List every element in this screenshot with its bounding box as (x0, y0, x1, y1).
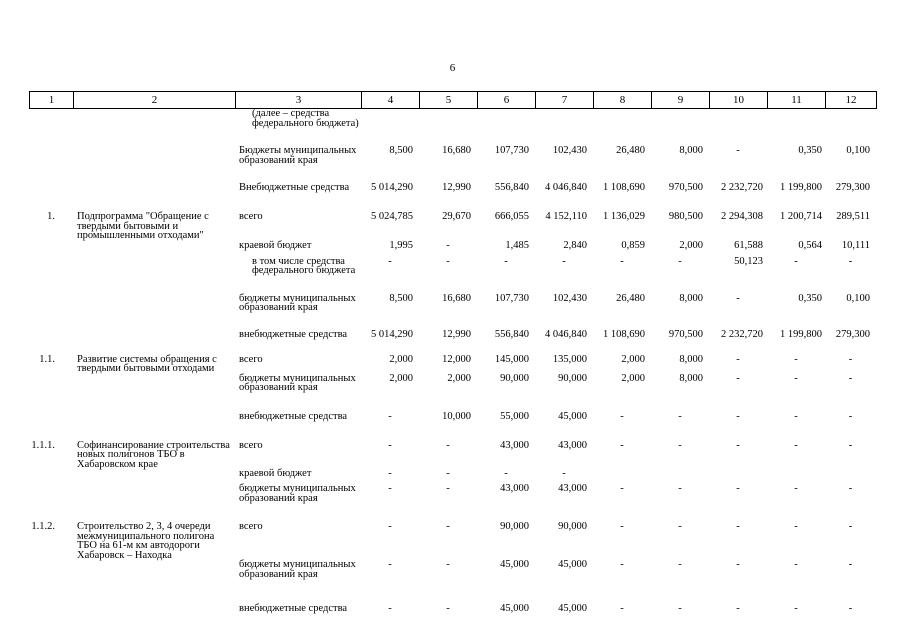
value-cell-col9: - (678, 483, 682, 494)
row-source: краевой бюджет (239, 239, 312, 251)
value-cell-col11: - (794, 410, 798, 422)
value-cell-col7: 4 046,840 (545, 182, 587, 193)
value-cell-col6: 45,000 (500, 559, 529, 570)
value-cell-col8 (593, 109, 651, 146)
table-row (29, 109, 876, 146)
value-cell-col12 (825, 469, 876, 484)
value-cell-col12: - (848, 559, 853, 570)
value-cell-col5: 29,670 (442, 211, 471, 222)
value-cell-col10: - (736, 483, 740, 494)
table-row (29, 560, 876, 604)
value-cell-col10: - (736, 145, 740, 156)
value-cell-col4: - (388, 603, 392, 614)
table-row (29, 441, 876, 470)
value-cell-col11: - (794, 521, 798, 532)
value-cell-col10: 50,123 (734, 255, 763, 267)
value-cell-col7: 102,430 (552, 145, 587, 156)
row-code: 1.1.2. (31, 521, 55, 532)
value-cell-col7: 45,000 (558, 603, 587, 614)
value-cell-col10: - (736, 372, 740, 384)
value-cell-col6: 90,000 (500, 521, 529, 532)
value-cell-col12: 279,300 (835, 328, 870, 340)
value-cell-col8: - (620, 439, 624, 451)
value-cell-col5: - (446, 439, 450, 451)
value-cell-col12: - (848, 483, 853, 494)
table-row (29, 522, 876, 560)
row-code (29, 146, 73, 183)
row-name: Строительство 2, 3, 4 очереди межмуниципального полигона ТБО на 61-м км автодороги Хабаровск – Находка (77, 521, 215, 561)
row-code (29, 330, 73, 355)
value-cell-col10: - (736, 410, 740, 422)
value-cell-col6: 145,000 (494, 353, 529, 365)
value-cell-col8: 2,000 (621, 372, 645, 384)
value-cell-col4: - (388, 255, 392, 267)
header-cell-8: 8 (594, 92, 652, 109)
row-name (73, 109, 235, 146)
value-cell-col12 (825, 109, 876, 146)
row-source: бюджеты муниципальных образований края (239, 372, 356, 393)
value-cell-col5: 12,990 (442, 328, 471, 340)
row-code (29, 484, 73, 522)
value-cell-col5: 2,000 (447, 372, 471, 384)
value-cell-col9: - (678, 521, 682, 532)
row-source: бюджеты муниципальных образований края (239, 483, 356, 504)
row-source: внебюджетные средства (239, 410, 348, 422)
value-cell-col11: 1 199,800 (780, 182, 822, 193)
row-name (73, 330, 235, 355)
value-cell-col11: 0,350 (798, 292, 822, 304)
value-cell-col9: - (678, 410, 682, 422)
value-cell-col4: - (388, 468, 392, 479)
row-source: бюджеты муниципальных образований края (239, 292, 356, 313)
value-cell-col10: 61,588 (734, 239, 763, 251)
value-cell-col4: - (388, 559, 392, 570)
value-cell-col9 (651, 469, 709, 484)
value-cell-col6: 90,000 (500, 372, 529, 384)
table-row (29, 412, 876, 441)
row-code (29, 241, 73, 257)
header-cell-5: 5 (420, 92, 478, 109)
value-cell-col8: 1 108,690 (603, 182, 645, 193)
value-cell-col5: 16,680 (442, 292, 471, 304)
value-cell-col10: 2 232,720 (721, 328, 763, 340)
value-cell-col12: - (848, 372, 853, 384)
value-cell-col6: 666,055 (494, 211, 529, 222)
value-cell-col9: 2,000 (679, 239, 703, 251)
value-cell-col10: - (736, 439, 740, 451)
value-cell-col8: - (620, 559, 624, 570)
value-cell-col9: - (678, 603, 682, 614)
value-cell-col7 (535, 109, 593, 146)
value-cell-col4 (361, 109, 419, 146)
value-cell-col7: 4 152,110 (545, 211, 587, 222)
row-code: 1.1.1. (31, 439, 55, 451)
value-cell-col9: 8,000 (679, 145, 703, 156)
value-cell-col12: 279,300 (835, 182, 870, 193)
value-cell-col7: 90,000 (558, 521, 587, 532)
value-cell-col10: - (736, 603, 740, 614)
value-cell-col12: - (848, 410, 853, 422)
value-cell-col5: - (446, 255, 450, 267)
table-row (29, 294, 876, 330)
value-cell-col12: - (848, 439, 853, 451)
row-code (29, 374, 73, 412)
row-code (29, 412, 73, 441)
header-cell-4: 4 (362, 92, 420, 109)
table-row (29, 484, 876, 522)
header-cell-7: 7 (536, 92, 594, 109)
header-cell-11: 11 (768, 92, 826, 109)
value-cell-col4: - (388, 521, 392, 532)
row-source: всего (239, 439, 263, 451)
value-cell-col12: - (848, 603, 853, 614)
value-cell-col7: - (562, 255, 566, 267)
value-cell-col4: 8,500 (389, 145, 413, 156)
row-name (73, 374, 235, 412)
value-cell-col9: 970,500 (668, 182, 703, 193)
value-cell-col6 (477, 109, 535, 146)
row-code: 1.1. (39, 353, 55, 365)
value-cell-col6: 55,000 (500, 410, 529, 422)
value-cell-col8: - (620, 483, 624, 494)
row-name (73, 412, 235, 441)
value-cell-col8: 26,480 (616, 292, 645, 304)
value-cell-col11 (767, 109, 825, 146)
value-cell-col10: - (736, 353, 740, 365)
value-cell-col7: 90,000 (558, 372, 587, 384)
value-cell-col10: 2 294,308 (721, 211, 763, 222)
table-row (29, 355, 876, 374)
value-cell-col9: - (678, 559, 682, 570)
value-cell-col8: - (620, 410, 624, 422)
row-code (29, 183, 73, 212)
header-cell-10: 10 (710, 92, 768, 109)
value-cell-col6: 1,485 (505, 239, 529, 251)
table-row (29, 469, 876, 484)
value-cell-col6: 45,000 (500, 603, 529, 614)
value-cell-col6: 107,730 (494, 292, 529, 304)
value-cell-col9: - (678, 439, 682, 451)
row-code (29, 469, 73, 484)
value-cell-col9: - (678, 255, 682, 267)
row-name (73, 469, 235, 484)
row-code (29, 604, 73, 628)
value-cell-col5: 12,990 (442, 182, 471, 193)
value-cell-col9: 970,500 (668, 328, 703, 340)
value-cell-col11: - (794, 603, 798, 614)
value-cell-col12: 0,100 (846, 292, 870, 304)
value-cell-col7: 2,840 (563, 239, 587, 251)
row-source: всего (239, 521, 263, 532)
value-cell-col7: 45,000 (558, 410, 587, 422)
value-cell-col11: - (794, 372, 798, 384)
value-cell-col12: - (848, 255, 853, 267)
header-cell-2: 2 (74, 92, 236, 109)
value-cell-col10 (709, 109, 767, 146)
row-name (73, 294, 235, 330)
value-cell-col7: 102,430 (552, 292, 587, 304)
value-cell-col8: 0,859 (621, 239, 645, 251)
value-cell-col4: 1,995 (389, 239, 413, 251)
row-code: 1. (47, 211, 55, 222)
row-source: (далее – средства федерального бюджета) (252, 108, 359, 129)
value-cell-col4: 5 014,290 (371, 182, 413, 193)
row-name (73, 241, 235, 257)
value-cell-col9: 980,500 (668, 211, 703, 222)
value-cell-col4: 8,500 (389, 292, 413, 304)
row-source: краевой бюджет (239, 468, 312, 479)
row-code (29, 109, 73, 146)
value-cell-col8: 1 136,029 (603, 211, 645, 222)
value-cell-col11: - (794, 559, 798, 570)
table-row (29, 241, 876, 257)
value-cell-col8: 2,000 (621, 353, 645, 365)
value-cell-col7: 43,000 (558, 439, 587, 451)
value-cell-col11: 1 199,800 (780, 328, 822, 340)
value-cell-col9: 8,000 (679, 292, 703, 304)
value-cell-col5: 12,000 (442, 353, 471, 365)
row-name: Софинансирование строительства новых полигонов ТБО в Хабаровском крае (77, 439, 230, 470)
value-cell-col5 (419, 109, 477, 146)
value-cell-col8: - (620, 255, 624, 267)
header-row (30, 92, 877, 109)
header-cell-12: 12 (826, 92, 877, 109)
value-cell-col7: - (562, 468, 566, 479)
value-cell-col10: - (736, 292, 740, 304)
table-row (29, 257, 876, 294)
value-cell-col11: - (794, 353, 798, 365)
value-cell-col11: - (794, 483, 798, 494)
value-cell-col7: 43,000 (558, 483, 587, 494)
value-cell-col10: 2 232,720 (721, 182, 763, 193)
value-cell-col10: - (736, 521, 740, 532)
row-name: Развитие системы обращения с твердыми бытовыми отходами (77, 353, 217, 374)
value-cell-col9: 8,000 (679, 372, 703, 384)
row-name (73, 484, 235, 522)
row-code (29, 294, 73, 330)
value-cell-col6: 43,000 (500, 483, 529, 494)
row-source: Бюджеты муниципальных образований края (239, 145, 357, 166)
value-cell-col11: 0,564 (798, 239, 822, 251)
table-row (29, 146, 876, 183)
value-cell-col5: - (446, 239, 450, 251)
value-cell-col6: - (504, 468, 508, 479)
table-row (29, 212, 876, 241)
value-cell-col12: 0,100 (846, 145, 870, 156)
value-cell-col5: - (446, 468, 450, 479)
row-name (73, 257, 235, 294)
value-cell-col8 (593, 469, 651, 484)
table-row (29, 604, 876, 628)
value-cell-col5: 10,000 (442, 410, 471, 422)
value-cell-col4: - (388, 483, 392, 494)
column-number-header (29, 91, 877, 109)
value-cell-col10 (709, 469, 767, 484)
row-name (73, 146, 235, 183)
row-source: в том числе средства федерального бюджета (252, 255, 356, 276)
row-source: всего (239, 211, 263, 222)
value-cell-col6: 43,000 (500, 439, 529, 451)
value-cell-col11: - (794, 439, 798, 451)
row-code (29, 560, 73, 604)
value-cell-col11 (767, 469, 825, 484)
page-number: 6 (449, 62, 456, 74)
value-cell-col8: 1 108,690 (603, 328, 645, 340)
value-cell-col6: 556,840 (494, 328, 529, 340)
row-source: внебюджетные средства (239, 603, 348, 614)
value-cell-col4: 5 024,785 (371, 211, 413, 222)
value-cell-col4: 5 014,290 (371, 328, 413, 340)
value-cell-col10: - (736, 559, 740, 570)
header-cell-6: 6 (478, 92, 536, 109)
value-cell-col12: 10,111 (841, 239, 870, 251)
value-cell-col12: 289,511 (836, 211, 870, 222)
row-name (73, 183, 235, 212)
value-cell-col5: - (446, 559, 450, 570)
value-cell-col9 (651, 109, 709, 146)
value-cell-col11: 1 200,714 (780, 211, 822, 222)
row-source: всего (239, 353, 263, 365)
value-cell-col11: 0,350 (798, 145, 822, 156)
value-cell-col8: - (620, 521, 624, 532)
header-cell-1: 1 (30, 92, 74, 109)
value-cell-col5: - (446, 483, 450, 494)
value-cell-col5: 16,680 (442, 145, 471, 156)
value-cell-col5: - (446, 521, 450, 532)
value-cell-col4: - (388, 410, 392, 422)
value-cell-col6: - (504, 255, 508, 267)
value-cell-col9: 8,000 (679, 353, 703, 365)
row-source: внебюджетные средства (239, 328, 348, 340)
value-cell-col7: 135,000 (552, 353, 587, 365)
value-cell-col6: 107,730 (494, 145, 529, 156)
value-cell-col4: 2,000 (389, 353, 413, 365)
row-name (73, 560, 235, 604)
row-source: Внебюджетные средства (239, 182, 350, 193)
table-row (29, 330, 876, 355)
value-cell-col8: 26,480 (616, 145, 645, 156)
value-cell-col12: - (848, 521, 853, 532)
value-cell-col5: - (446, 603, 450, 614)
value-cell-col6: 556,840 (494, 182, 529, 193)
row-code (29, 257, 73, 294)
header-cell-9: 9 (652, 92, 710, 109)
row-name (73, 604, 235, 628)
row-name: Подпрограмма "Обращение с твердыми бытовыми и промышленными отходами" (77, 211, 209, 241)
row-source: бюджеты муниципальных образований края (239, 559, 356, 580)
value-cell-col7: 45,000 (558, 559, 587, 570)
value-cell-col7: 4 046,840 (545, 328, 587, 340)
value-cell-col8: - (620, 603, 624, 614)
header-cell-3: 3 (236, 92, 362, 109)
table-row (29, 183, 876, 212)
value-cell-col4: 2,000 (389, 372, 413, 384)
value-cell-col11: - (794, 255, 798, 267)
value-cell-col4: - (388, 439, 392, 451)
budget-table (29, 109, 876, 628)
table-row (29, 374, 876, 412)
value-cell-col12: - (848, 353, 853, 365)
